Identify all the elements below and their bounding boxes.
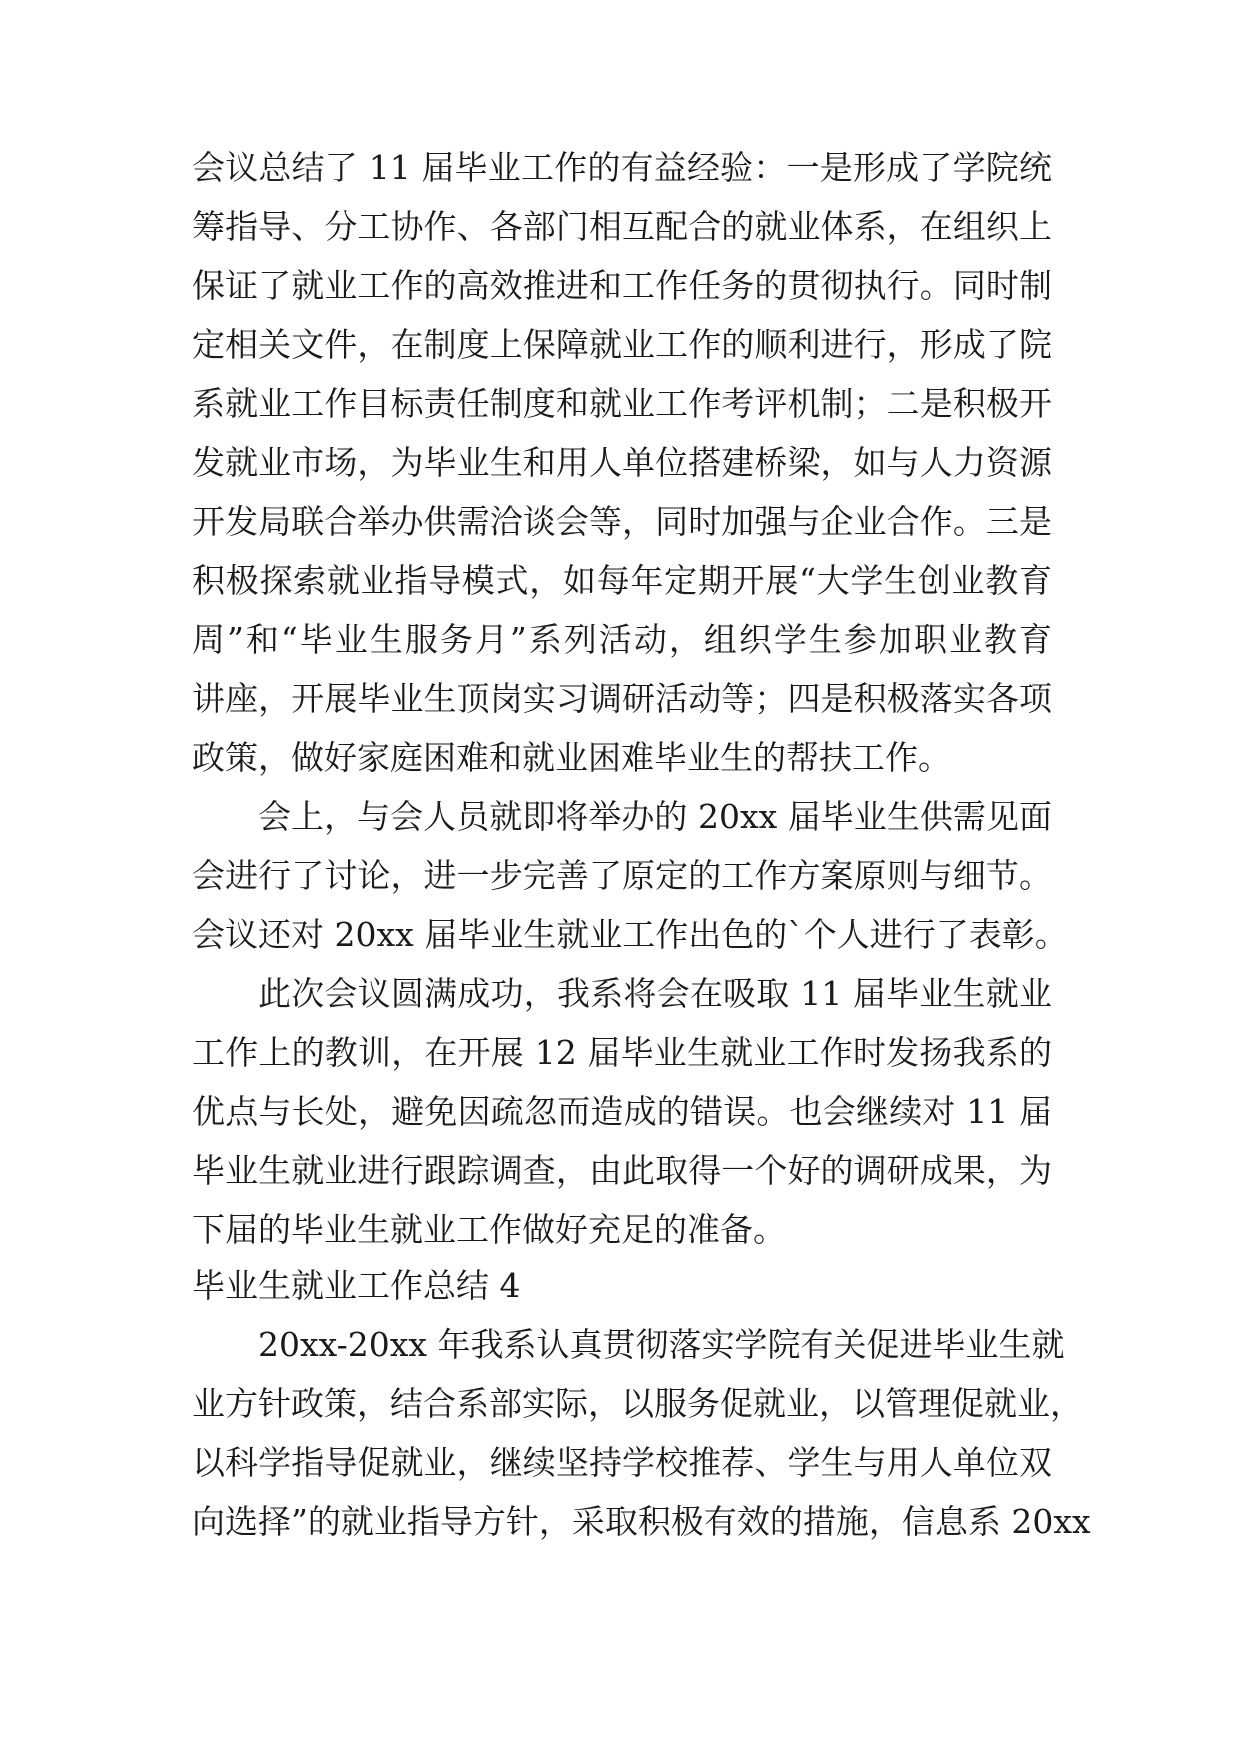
- paragraph-line: 此次会议圆满成功，我系将会在吸取 11 届毕业生就业: [258, 974, 1052, 1013]
- paragraph-line: 开发局联合举办供需洽谈会等，同时加强与企业合作。三是: [192, 502, 1052, 541]
- paragraph-line: 政策，做好家庭困难和就业困难毕业生的帮扶工作。: [192, 738, 951, 777]
- paragraph-line: 定相关文件，在制度上保障就业工作的顺利进行，形成了院: [192, 325, 1052, 364]
- paragraph-line: 以科学指导促就业，继续坚持学校推荐、学生与用人单位双: [192, 1443, 1052, 1482]
- paragraph-line: 周”和“毕业生服务月”系列活动，组织学生参加职业教育: [192, 620, 1052, 659]
- paragraph-line: 会议总结了 11 届毕业工作的有益经验：一是形成了学院统: [192, 148, 1052, 187]
- paragraph-line: 工作上的教训，在开展 12 届毕业生就业工作时发扬我系的: [192, 1033, 1052, 1072]
- paragraph-line: 业方针政策，结合系部实际，以服务促就业，以管理促就业，: [192, 1384, 1083, 1423]
- paragraph-line: 发就业市场，为毕业生和用人单位搭建桥梁，如与人力资源: [192, 443, 1052, 482]
- paragraph-line: 会议还对 20xx 届毕业生就业工作出色的`个人进行了表彰。: [192, 915, 1068, 954]
- paragraph-line: 系就业工作目标责任制度和就业工作考评机制；二是积极开: [192, 384, 1052, 423]
- paragraph-line: 积极探索就业指导模式，如每年定期开展“大学生创业教育: [192, 561, 1052, 600]
- paragraph-line: 优点与长处，避免因疏忽而造成的错误。也会继续对 11 届: [192, 1092, 1052, 1131]
- paragraph-line: 讲座，开展毕业生顶岗实习调研活动等；四是积极落实各项: [192, 679, 1052, 718]
- paragraph-line: 下届的毕业生就业工作做好充足的准备。: [192, 1210, 786, 1249]
- paragraph-line: 保证了就业工作的高效推进和工作任务的贯彻执行。同时制: [192, 266, 1052, 305]
- paragraph-line: 20xx-20xx 年我系认真贯彻落实学院有关促进毕业生就: [258, 1325, 1065, 1364]
- section-heading: 毕业生就业工作总结 4: [192, 1266, 521, 1305]
- paragraph-line: 毕业生就业进行跟踪调查，由此取得一个好的调研成果，为: [192, 1151, 1052, 1190]
- paragraph-line: 筹指导、分工协作、各部门相互配合的就业体系，在组织上: [192, 207, 1052, 246]
- paragraph-line: 向选择”的就业指导方针，采取积极有效的措施，信息系 20xx: [192, 1502, 1091, 1541]
- paragraph-line: 会上，与会人员就即将举办的 20xx 届毕业生供需见面: [258, 797, 1052, 836]
- paragraph-line: 会进行了讨论，进一步完善了原定的工作方案原则与细节。: [192, 856, 1052, 895]
